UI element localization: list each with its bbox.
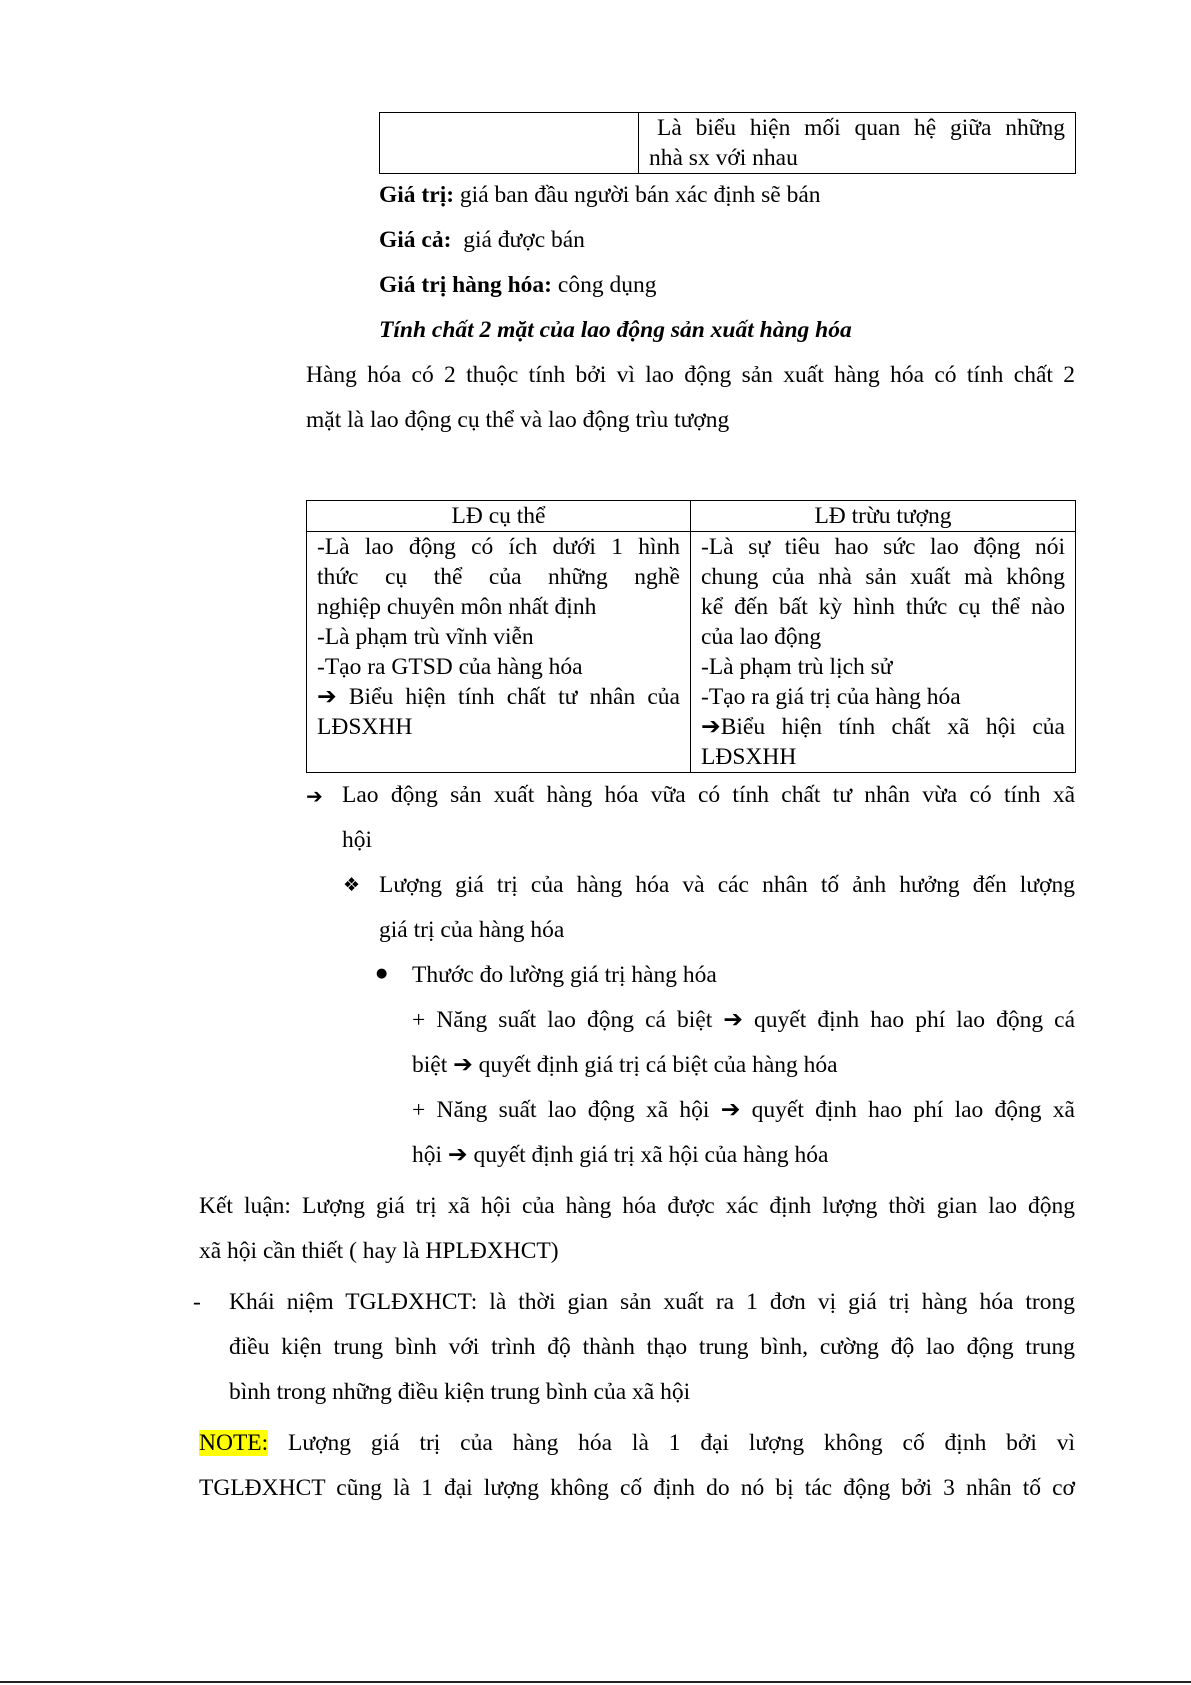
col-ld-cu-the	[307, 532, 691, 773]
bullet-item: Thước đo lường giá trị hàng hóa	[412, 962, 717, 988]
top-table-right-cell	[639, 113, 1076, 174]
cell-line: ➔ Biểu hiện tính chất tư nhân của	[317, 684, 680, 710]
definition-gia-tri	[379, 181, 821, 210]
diamond-bullet-icon: ❖	[343, 874, 361, 896]
note-text: Lượng giá trị của hàng hóa là 1 đại lượng không cố định bởi vì	[268, 1430, 1075, 1456]
cell-line: chung của nhà sản xuất mà không	[701, 564, 1065, 590]
khai-niem-line: bình trong những điều kiện trung bình của xã hội	[229, 1379, 691, 1405]
cell-line: -Tạo ra giá trị của hàng hóa	[701, 684, 961, 710]
col-header-ld-truu-tuong: LĐ trừu tượng	[691, 501, 1076, 532]
definition-gia-tri-hang-hoa	[379, 271, 656, 300]
definition-text: giá ban đầu người bán xác định sẽ bán	[454, 182, 821, 208]
diamond-item-line: Lượng giá trị của hàng hóa và các nhân tố ảnh hưởng đến lượng	[379, 872, 1075, 898]
plus-item-line: + Năng suất lao động cá biệt ➔ quyết định hao phí lao động cá	[412, 1007, 1075, 1033]
comparison-table	[306, 500, 1076, 773]
plus-item-line: hội ➔ quyết định giá trị xã hội của hàng hóa	[412, 1142, 829, 1168]
definition-term: Giá trị hàng hóa:	[379, 272, 553, 298]
cell-line: ➔Biểu hiện tính chất xã hội của	[701, 714, 1065, 740]
round-bullet-icon: ●	[376, 966, 388, 981]
section-heading: Tính chất 2 mặt của lao động sản xuất hàng hóa	[379, 317, 852, 343]
note-label: NOTE:	[199, 1430, 269, 1456]
top-table	[379, 112, 1076, 174]
comparison-table-body-row	[307, 532, 1076, 773]
note-line	[199, 1429, 1075, 1458]
arrow-conclusion-line: Lao động sản xuất hàng hóa vữa có tính chất tư nhân vừa có tính xã	[342, 782, 1075, 808]
khai-niem-line: Khái niệm TGLĐXHCT: là thời gian sản xuất ra 1 đơn vị giá trị hàng hóa trong	[229, 1289, 1075, 1315]
definition-text: công dụng	[552, 272, 657, 298]
definition-text: giá được bán	[451, 227, 585, 253]
diamond-item-line: giá trị của hàng hóa	[379, 917, 565, 943]
intro-line: mặt là lao động cụ thể và lao động trìu tượng	[306, 407, 730, 433]
cell-line: nghiệp chuyên môn nhất định	[317, 594, 597, 620]
top-table-left-cell	[380, 113, 639, 174]
page-bottom-rule	[0, 1681, 1191, 1683]
cell-line: -Là phạm trù lịch sử	[701, 654, 893, 680]
cell-line: kể đến bất kỳ hình thức cụ thể nào	[701, 594, 1065, 620]
definition-term: Giá cả:	[379, 227, 452, 253]
ket-luan-line: Kết luận: Lượng giá trị xã hội của hàng hóa được xác định lượng thời gian lao động	[199, 1193, 1075, 1219]
comparison-table-header-row	[307, 501, 1076, 532]
cell-line: -Tạo ra GTSD của hàng hóa	[317, 654, 583, 680]
top-table-line: nhà sx với nhau	[649, 145, 798, 171]
cell-line: -Là lao động có ích dưới 1 hình	[317, 534, 680, 560]
cell-line: LĐSXHH	[701, 744, 797, 770]
intro-line: Hàng hóa có 2 thuộc tính bởi vì lao động sản xuất hàng hóa có tính chất 2	[306, 362, 1075, 388]
arrow-conclusion-line: hội	[342, 827, 373, 853]
plus-item-line: biệt ➔ quyết định giá trị cá biệt của hàng hóa	[412, 1052, 838, 1078]
cell-line: của lao động	[701, 624, 822, 650]
definition-gia-ca	[379, 226, 585, 255]
definition-term: Giá trị:	[379, 182, 455, 208]
cell-line: thức cụ thể của những nghề	[317, 564, 680, 590]
arrow-icon: ➔	[306, 784, 323, 808]
col-header-ld-cu-the: LĐ cụ thể	[307, 501, 691, 532]
dash-bullet: -	[193, 1289, 201, 1315]
note-line: TGLĐXHCT cũng là 1 đại lượng không cố định do nó bị tác động bởi 3 nhân tố cơ	[199, 1475, 1075, 1501]
khai-niem-line: điều kiện trung bình với trình độ thành thạo trung bình, cường độ lao động trung	[229, 1334, 1075, 1360]
cell-line: -Là phạm trù vĩnh viễn	[317, 624, 534, 650]
plus-item-line: + Năng suất lao động xã hội ➔ quyết định hao phí lao động xã	[412, 1097, 1075, 1123]
col-ld-truu-tuong	[691, 532, 1076, 773]
cell-line: LĐSXHH	[317, 714, 413, 740]
cell-line: -Là sự tiêu hao sức lao động nói	[701, 534, 1065, 560]
top-table-line: Là biểu hiện mối quan hệ giữa những	[657, 115, 1065, 141]
ket-luan-line: xã hội cần thiết ( hay là HPLĐXHCT)	[199, 1238, 559, 1264]
